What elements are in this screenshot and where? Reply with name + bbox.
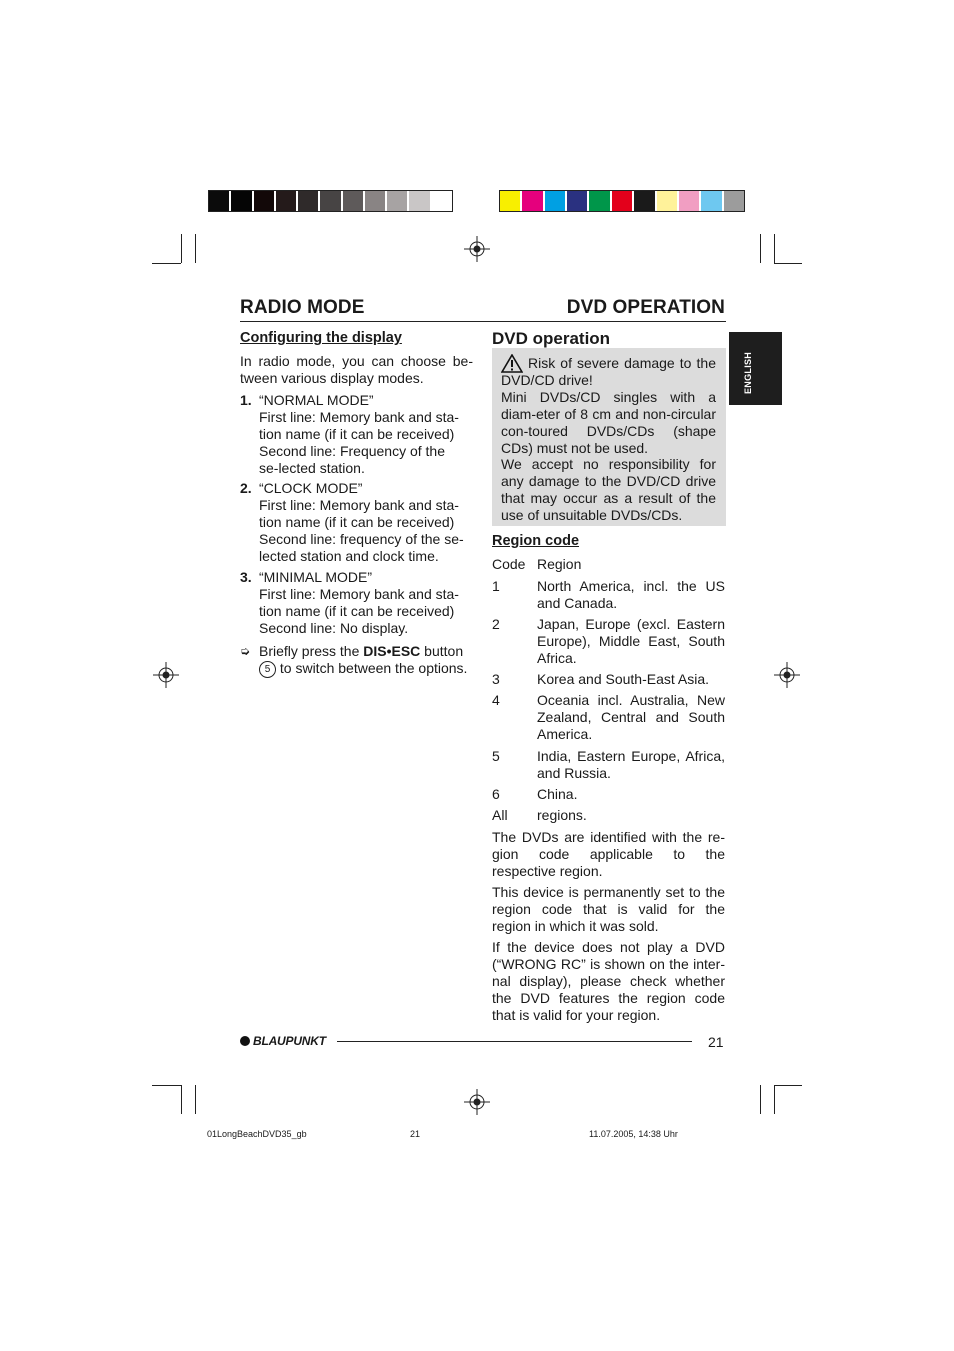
- color-swatch: [254, 191, 276, 211]
- table-row-code: 1: [492, 578, 500, 594]
- color-swatch: [567, 191, 589, 211]
- item-number: 2.: [240, 480, 252, 496]
- registration-mark-icon: [774, 662, 800, 688]
- color-swatch: [701, 191, 723, 211]
- crop-mark: [195, 1085, 196, 1114]
- arrow-right-icon: ➭: [240, 644, 251, 658]
- instruction-post2: to switch between the options.: [276, 660, 468, 676]
- gray-calibration-bar: [208, 190, 453, 212]
- instruction-post: button: [420, 643, 464, 659]
- registration-mark-icon: [464, 1089, 490, 1115]
- item-body: First line: Memory bank and sta-tion name (if it can be received) Second line: frequency of the se-lected station and clock time.: [259, 497, 464, 564]
- crop-mark: [152, 263, 181, 264]
- table-row-code: All: [492, 807, 508, 823]
- table-row-region: Korea and South-East Asia.: [537, 671, 709, 687]
- item-number: 3.: [240, 569, 252, 585]
- table-header-region: Region: [537, 556, 582, 572]
- color-calibration-bar: [499, 190, 745, 212]
- color-swatch: [387, 191, 409, 211]
- item-body: First line: Memory bank and sta-tion name (if it can be received) Second line: No display.: [259, 586, 459, 636]
- language-tab-label: ENGLISH: [743, 351, 753, 394]
- color-swatch: [679, 191, 701, 211]
- table-row-region: regions.: [537, 807, 587, 823]
- section-title-dvd-operation: DVD OPERATION: [566, 297, 725, 318]
- registration-mark-icon: [153, 662, 179, 688]
- brand-logo: [240, 1034, 326, 1048]
- color-swatch: [298, 191, 320, 211]
- color-swatch: [365, 191, 387, 211]
- crop-mark: [774, 1085, 775, 1114]
- button-number-badge: 5: [259, 661, 276, 678]
- table-row-code: 6: [492, 786, 500, 802]
- crop-mark: [195, 234, 196, 263]
- brand-dot-icon: [240, 1036, 250, 1046]
- table-header-code: Code: [492, 556, 526, 572]
- section-title-radio-mode: RADIO MODE: [240, 297, 365, 318]
- item-body: First line: Memory bank and sta-tion name (if it can be received) Second line: Frequency of the se-lected station.: [259, 409, 459, 476]
- warning-line3: We accept no responsibility for any damage to the DVD/CD drive that may occur as a result of the use of unsuitable DVDs/CDs.: [501, 456, 716, 523]
- crop-mark: [760, 234, 761, 263]
- warning-box: [492, 348, 726, 526]
- footer-rule: [337, 1041, 692, 1042]
- registration-mark-icon: [464, 236, 490, 262]
- color-swatch: [657, 191, 679, 211]
- color-swatch: [724, 191, 744, 211]
- configuring-display-heading: Configuring the display: [240, 330, 402, 346]
- table-row-region: China.: [537, 786, 578, 802]
- language-tab: [729, 332, 782, 405]
- crop-mark: [760, 1085, 761, 1114]
- color-swatch: [634, 191, 656, 211]
- footer-page: 21: [410, 1129, 421, 1139]
- color-swatch: [343, 191, 365, 211]
- paragraph: The DVDs are identified with the re-gion code applicable to the respective region.: [492, 829, 725, 879]
- table-row-region: Japan, Europe (excl. Eastern Europe), Middle East, South Africa.: [537, 616, 725, 666]
- region-code-heading: Region code: [492, 533, 580, 549]
- table-row-region: Oceania incl. Australia, New Zealand, Central and South America.: [537, 692, 725, 742]
- header-rule: [240, 321, 726, 322]
- color-swatch: [500, 191, 522, 211]
- color-swatch: [612, 191, 634, 211]
- crop-mark: [774, 263, 802, 264]
- item-title: “CLOCK MODE”: [259, 480, 363, 496]
- item-title: “NORMAL MODE”: [259, 392, 374, 408]
- dvd-operation-heading: DVD operation: [492, 329, 611, 348]
- paragraph: This device is permanently set to the region code that is valid for the region in which it was sold.: [492, 884, 725, 934]
- table-row-region: North America, incl. the US and Canada.: [537, 578, 725, 611]
- color-swatch: [276, 191, 298, 211]
- table-row-region: India, Eastern Europe, Africa, and Russia.: [537, 748, 725, 781]
- warning-line2: Mini DVDs/CD singles with a diam-eter of 8 cm and non-circular con-toured DVDs/CDs (shape CDs) must not be used.: [501, 389, 716, 456]
- footer-timestamp: 11.07.2005, 14:38 Uhr: [589, 1129, 678, 1139]
- crop-mark: [181, 1085, 182, 1114]
- warning-line1: Risk of severe damage to the DVD/CD drive!: [501, 355, 716, 388]
- table-row-code: 4: [492, 692, 500, 708]
- dis-esc-button-label: DIS•ESC: [363, 643, 421, 659]
- intro-text: In radio mode, you can choose be-tween various display modes.: [240, 353, 473, 386]
- table-row-code: 5: [492, 748, 500, 764]
- crop-mark: [774, 1085, 802, 1086]
- color-swatch: [432, 191, 452, 211]
- instruction-pre: Briefly press the: [259, 643, 364, 659]
- color-swatch: [320, 191, 342, 211]
- color-swatch: [231, 191, 253, 211]
- color-swatch: [522, 191, 544, 211]
- table-row-code: 3: [492, 671, 500, 687]
- table-row-code: 2: [492, 616, 500, 632]
- paragraph: If the device does not play a DVD (“WRONG RC” is shown on the inter-nal display), please check whether the DVD features the region code that is valid for your region.: [492, 939, 725, 1023]
- crop-mark: [774, 234, 775, 263]
- footer-filename: 01LongBeachDVD35_gb: [207, 1129, 307, 1139]
- color-swatch: [409, 191, 431, 211]
- color-swatch: [545, 191, 567, 211]
- page-number: 21: [708, 1034, 724, 1050]
- instruction-text: [259, 643, 473, 678]
- color-swatch: [589, 191, 611, 211]
- brand-name: BLAUPUNKT: [253, 1034, 326, 1048]
- crop-mark: [181, 234, 182, 263]
- item-number: 1.: [240, 392, 252, 408]
- color-swatch: [209, 191, 231, 211]
- item-title: “MINIMAL MODE”: [259, 569, 373, 585]
- crop-mark: [152, 1085, 181, 1086]
